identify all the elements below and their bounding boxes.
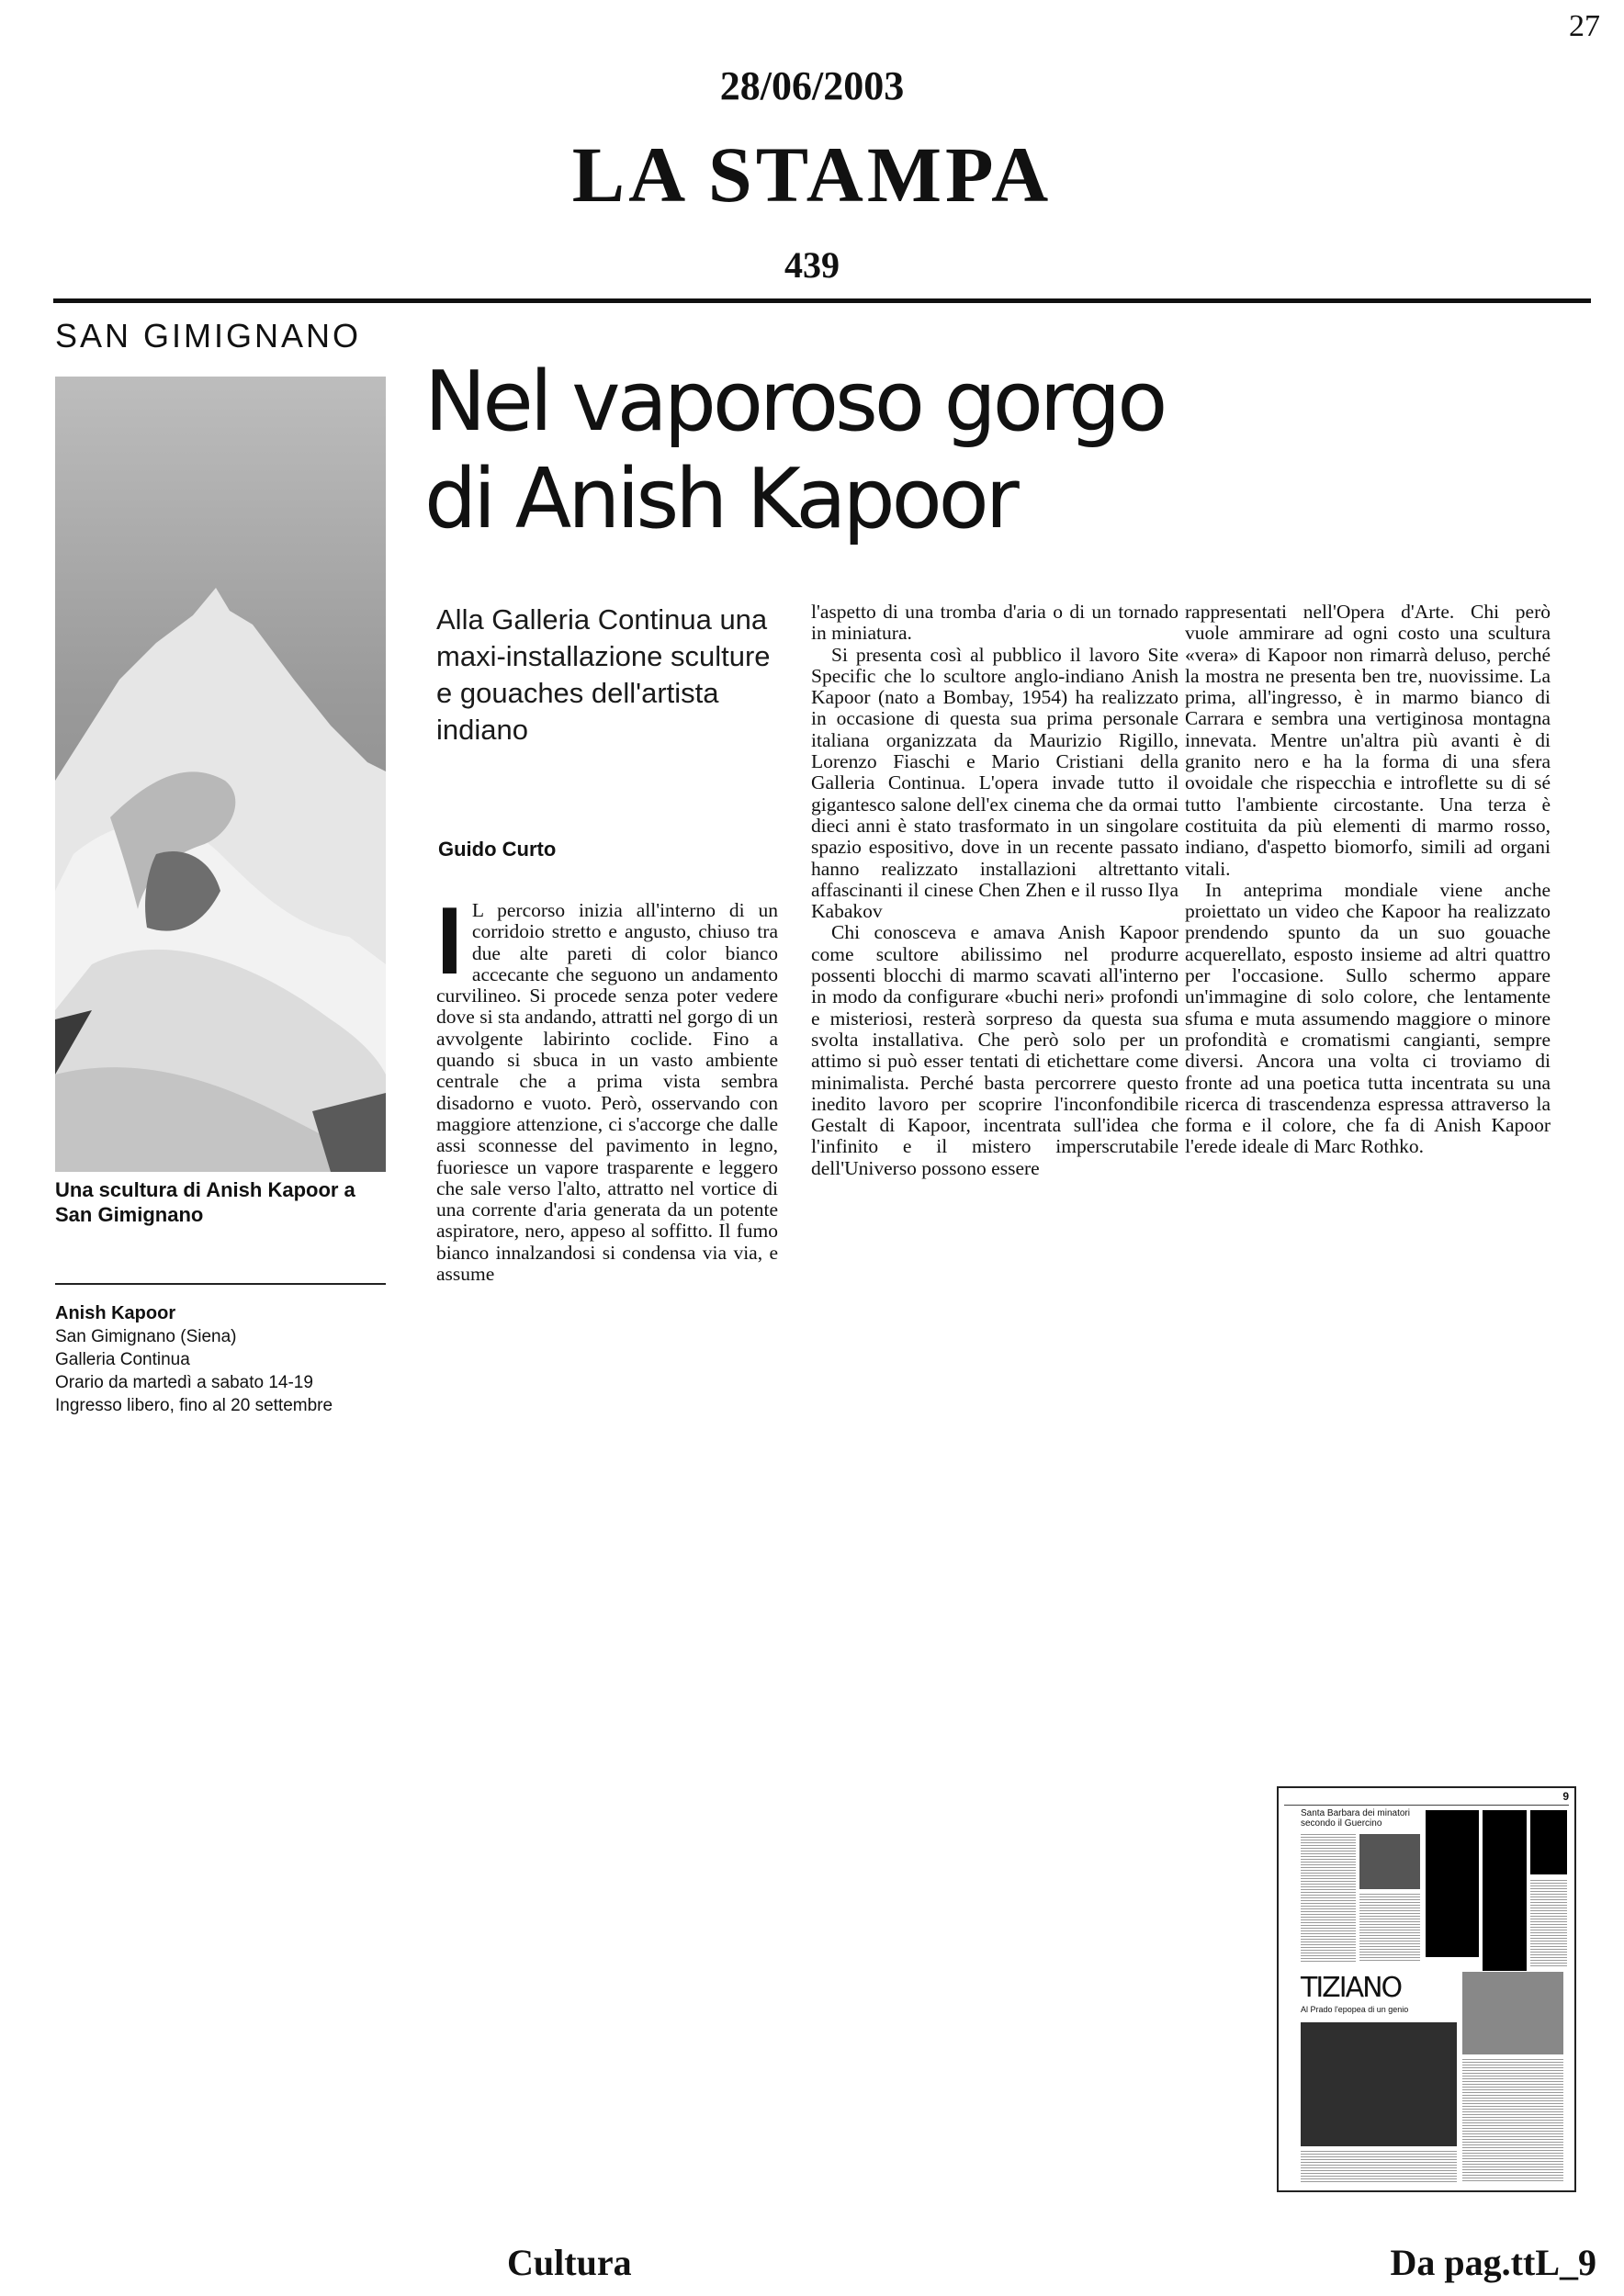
thumbnail-image (1462, 1972, 1563, 2054)
article-subhead: Alla Galleria Continua una maxi-installazione sculture e gouaches dell'artista indiano (436, 603, 771, 746)
article-paragraph: rappresentati nell'Opera d'Arte. Chi però vuole ammirare ad ogni costo una scultura «vera» di Kapoor non rimarrà deluso, perché la mostra ne presenta ben tre, nuovissime. La prima, all'ingresso, è in marmo bianco di Carrara e sembra una vertiginosa montagna innevata. Mentre un'altra più avanti è di granito nero e ha la forma di una sfera ovoidale che rispecchia e introflette su di sé tutto l'ambiente circostante. Una terza è costituita da più elementi di marmo rosso, indiano, d'aspetto biomorfo, simili ad organi vitali. (1185, 601, 1551, 880)
thumbnail-redaction-block (1530, 1810, 1567, 1874)
article-paragraph: Chi conosceva e amava Anish Kapoor come scultore abilissimo nel produrre possenti blocchi di marmo scavati all'interno in modo da configurare «buchi neri» profondi e misteriosi, resterà sorpreso da questa sua svolta installativa. Che però solo per un attimo si può esser tentati di etichettare come minimalista. Perché basta percorrere questo inedito lavoro per scoprire l'inconfondibile Gestalt di Kapoor, incentrata sull'idea che l'infinito e il mistero imperscrutabile dell'Universo possono essere (811, 921, 1179, 1179)
thumbnail-text-block (1530, 1880, 1567, 1967)
publication-date: 28/06/2003 (719, 63, 905, 108)
thumbnail-text-block (1301, 1834, 1356, 1963)
thumbnail-redaction-block (1426, 1810, 1479, 1957)
info-line: Orario da martedì a sabato 14-19 (55, 1373, 313, 1392)
section-label: SAN GIMIGNANO (55, 317, 362, 355)
info-line: Galleria Continua (55, 1350, 190, 1369)
thumbnail-image (1359, 1834, 1420, 1889)
info-artist-name: Anish Kapoor (55, 1303, 176, 1323)
newspaper-masthead: LA STAMPA (571, 130, 1053, 219)
thumbnail-page-number: 9 (1562, 1790, 1569, 1803)
thumbnail-big-title: TIZIANO (1301, 1972, 1402, 2004)
thumbnail-redaction-block (1483, 1810, 1527, 1971)
article-headline: Nel vaporoso gorgo di Anish Kapoor (424, 354, 1165, 547)
thumbnail-text-block (1359, 1894, 1420, 1963)
article-column-2 (811, 602, 1179, 1179)
sculpture-photo (55, 377, 386, 1172)
source-page-thumbnail (1277, 1786, 1576, 2192)
photo-caption: Una scultura di Anish Kapoor a San Gimignano (55, 1178, 355, 1226)
article-column-3 (1185, 602, 1551, 1158)
exhibition-info-box (55, 1302, 404, 1417)
footer-section: Cultura (507, 2242, 632, 2283)
article-paragraph: l'aspetto di una tromba d'aria o di un tornado in miniatura. (811, 601, 1179, 645)
issue-number: 439 (784, 244, 840, 286)
sculpture-image (55, 377, 386, 1172)
thumbnail-text-block (1301, 2151, 1457, 2183)
article-paragraph: In anteprima mondiale viene anche proiettato un video che Kapoor ha realizzato prendendo spunto da un suo gouache acquerellato, esposto insieme ad altri quattro per l'occasione. Sullo schermo appare un'immagine di solo colore, che lentamente sfuma e muta assumendo maggiore o minore profondità e cromatismi cangianti, sempre diversi. Ancora una volta ci troviamo di fronte ad una poetica tutta incentrata su una ricerca di trascendenza espressa attraverso la forma e il colore, che fa di Anish Kapoor l'erede ideale di Marc Rothko. (1185, 878, 1551, 1158)
paragraph-text: L percorso inizia all'interno di un corridoio stretto e angusto, chiuso tra due alte pareti di color bianco accecante che seguono un andamento curvilineo. Si procede senza poter vedere dove si sta andando, attratti nel gorgo di un avvolgente labirinto coclide. Fino a quando si sbuca in un vasto ambiente centrale che a prima vista sembra disadorno e vuoto. Però, osservando con maggiore attenzione, ci s'accorge che dalle assi sconnesse del pavimento in legno, fuoriesce un vapore trasparente e leggero che sale verso l'alto, attratto nel vortice di una corrente d'aria generata da un potente aspiratore, nero, appeso al soffitto. Il fumo bianco innalzandosi si condensa via via, e assume (436, 899, 778, 1286)
article-paragraph: Si presenta così al pubblico il lavoro Site Specific che lo scultore anglo-indiano Anish Kapoor (nato a Bombay, 1954) ha realizzato in occasione di questa sua prima personale italiana organizzata da Maurizio Rigillo, Lorenzo Fiaschi e Mario Cristiani della Galleria Continua. L'opera invade tutto il gigantesco salone dell'ex cinema che da ormai dieci anni è stato trasformato in un singolare spazio espositivo, dove in un recente passato hanno realizzato installazioni altrettanto affascinanti il cinese Chen Zhen e il russo Ilya Kabakov (811, 643, 1179, 923)
drop-cap: I (436, 888, 463, 995)
page-number: 27 (1569, 9, 1600, 43)
footer-source-page: Da pag.ttL_9 (1390, 2242, 1596, 2283)
header-rule (53, 298, 1591, 303)
thumbnail-subtitle: Al Prado l'epopea di un genio (1301, 2005, 1409, 2014)
info-box-rule (55, 1283, 386, 1285)
thumbnail-image (1301, 2022, 1457, 2146)
thumbnail-text-block (1462, 2059, 1563, 2183)
thumbnail-article-title: Santa Barbara dei minatori secondo il Guercino (1301, 1808, 1410, 1829)
thumbnail-header (1284, 1792, 1569, 1806)
article-byline: Guido Curto (438, 838, 557, 861)
article-column-1 (436, 888, 778, 1286)
article-paragraph (436, 888, 778, 1286)
info-line: San Gimignano (Siena) (55, 1327, 237, 1346)
info-line: Ingresso libero, fino al 20 settembre (55, 1396, 333, 1415)
